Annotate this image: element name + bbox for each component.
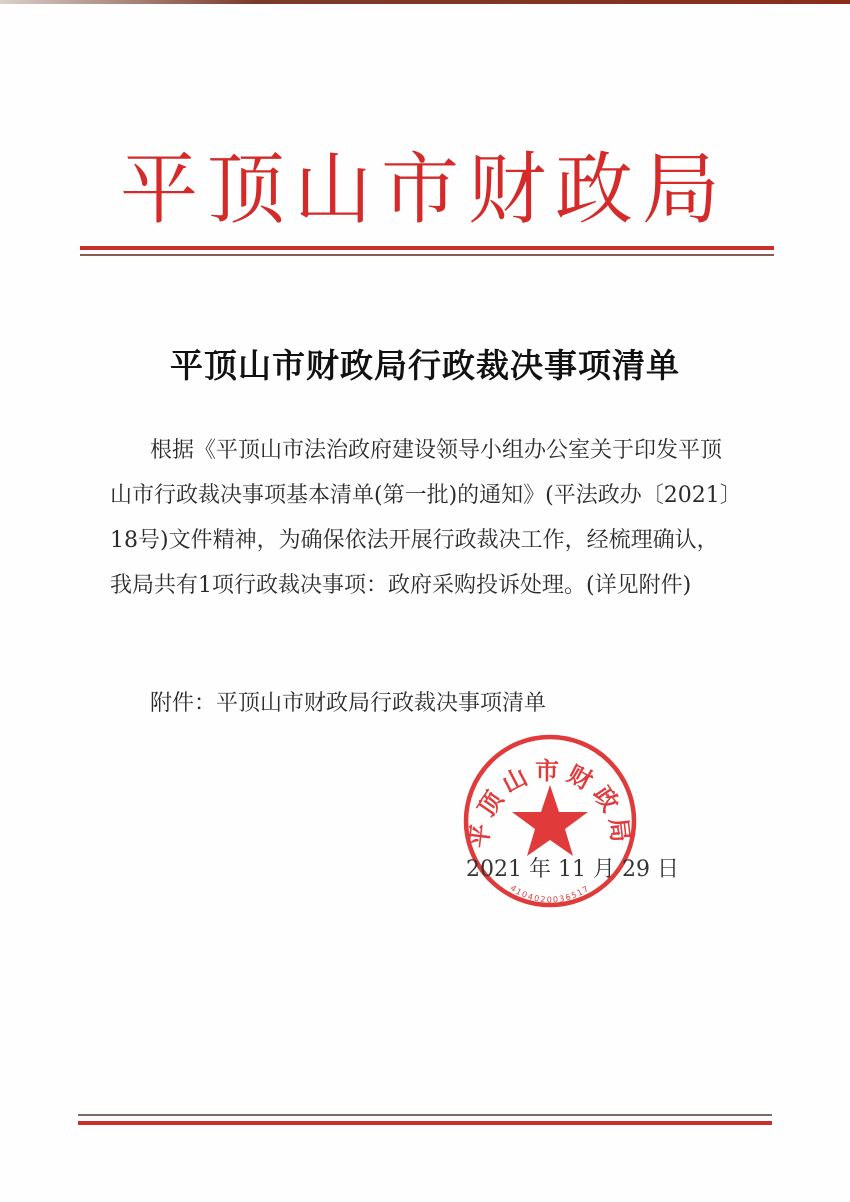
attachment-note: 附件：平顶山市财政局行政裁决事项清单	[150, 691, 547, 716]
document-body	[110, 428, 750, 608]
masthead-char: 局	[641, 145, 720, 235]
footer-divider-thick	[78, 1121, 772, 1125]
seal-serial: 4104020036517	[508, 883, 592, 905]
document-title: 平顶山市财政局行政裁决事项清单	[170, 346, 680, 385]
masthead-char: 山	[293, 145, 372, 235]
seal-ring-text: 平顶山市财政局	[464, 757, 636, 850]
scan-top-edge	[0, 0, 850, 4]
masthead-char: 政	[554, 145, 633, 235]
body-line: 18号)文件精神，为确保依法开展行政裁决工作，经梳理确认，	[110, 528, 719, 553]
masthead	[120, 140, 720, 240]
footer-divider-thin	[78, 1114, 772, 1116]
masthead-char: 顶	[206, 145, 285, 235]
masthead-char: 市	[380, 145, 459, 235]
issue-date: 2021 年 11 月 29 日	[466, 857, 679, 882]
header-divider-thick	[80, 246, 774, 250]
body-line: 山市行政裁决事项基本清单(第一批)的通知》(平法政办〔2021〕	[110, 483, 742, 508]
star-icon	[512, 785, 588, 856]
body-line: 根据《平顶山市法治政府建设领导小组办公室关于印发平顶	[150, 438, 723, 463]
header-divider-thin	[80, 254, 774, 256]
masthead-char: 财	[467, 145, 546, 235]
body-line: 我局共有1项行政裁决事项：政府采购投诉处理。(详见附件)	[110, 573, 692, 598]
masthead-char: 平	[120, 145, 199, 235]
